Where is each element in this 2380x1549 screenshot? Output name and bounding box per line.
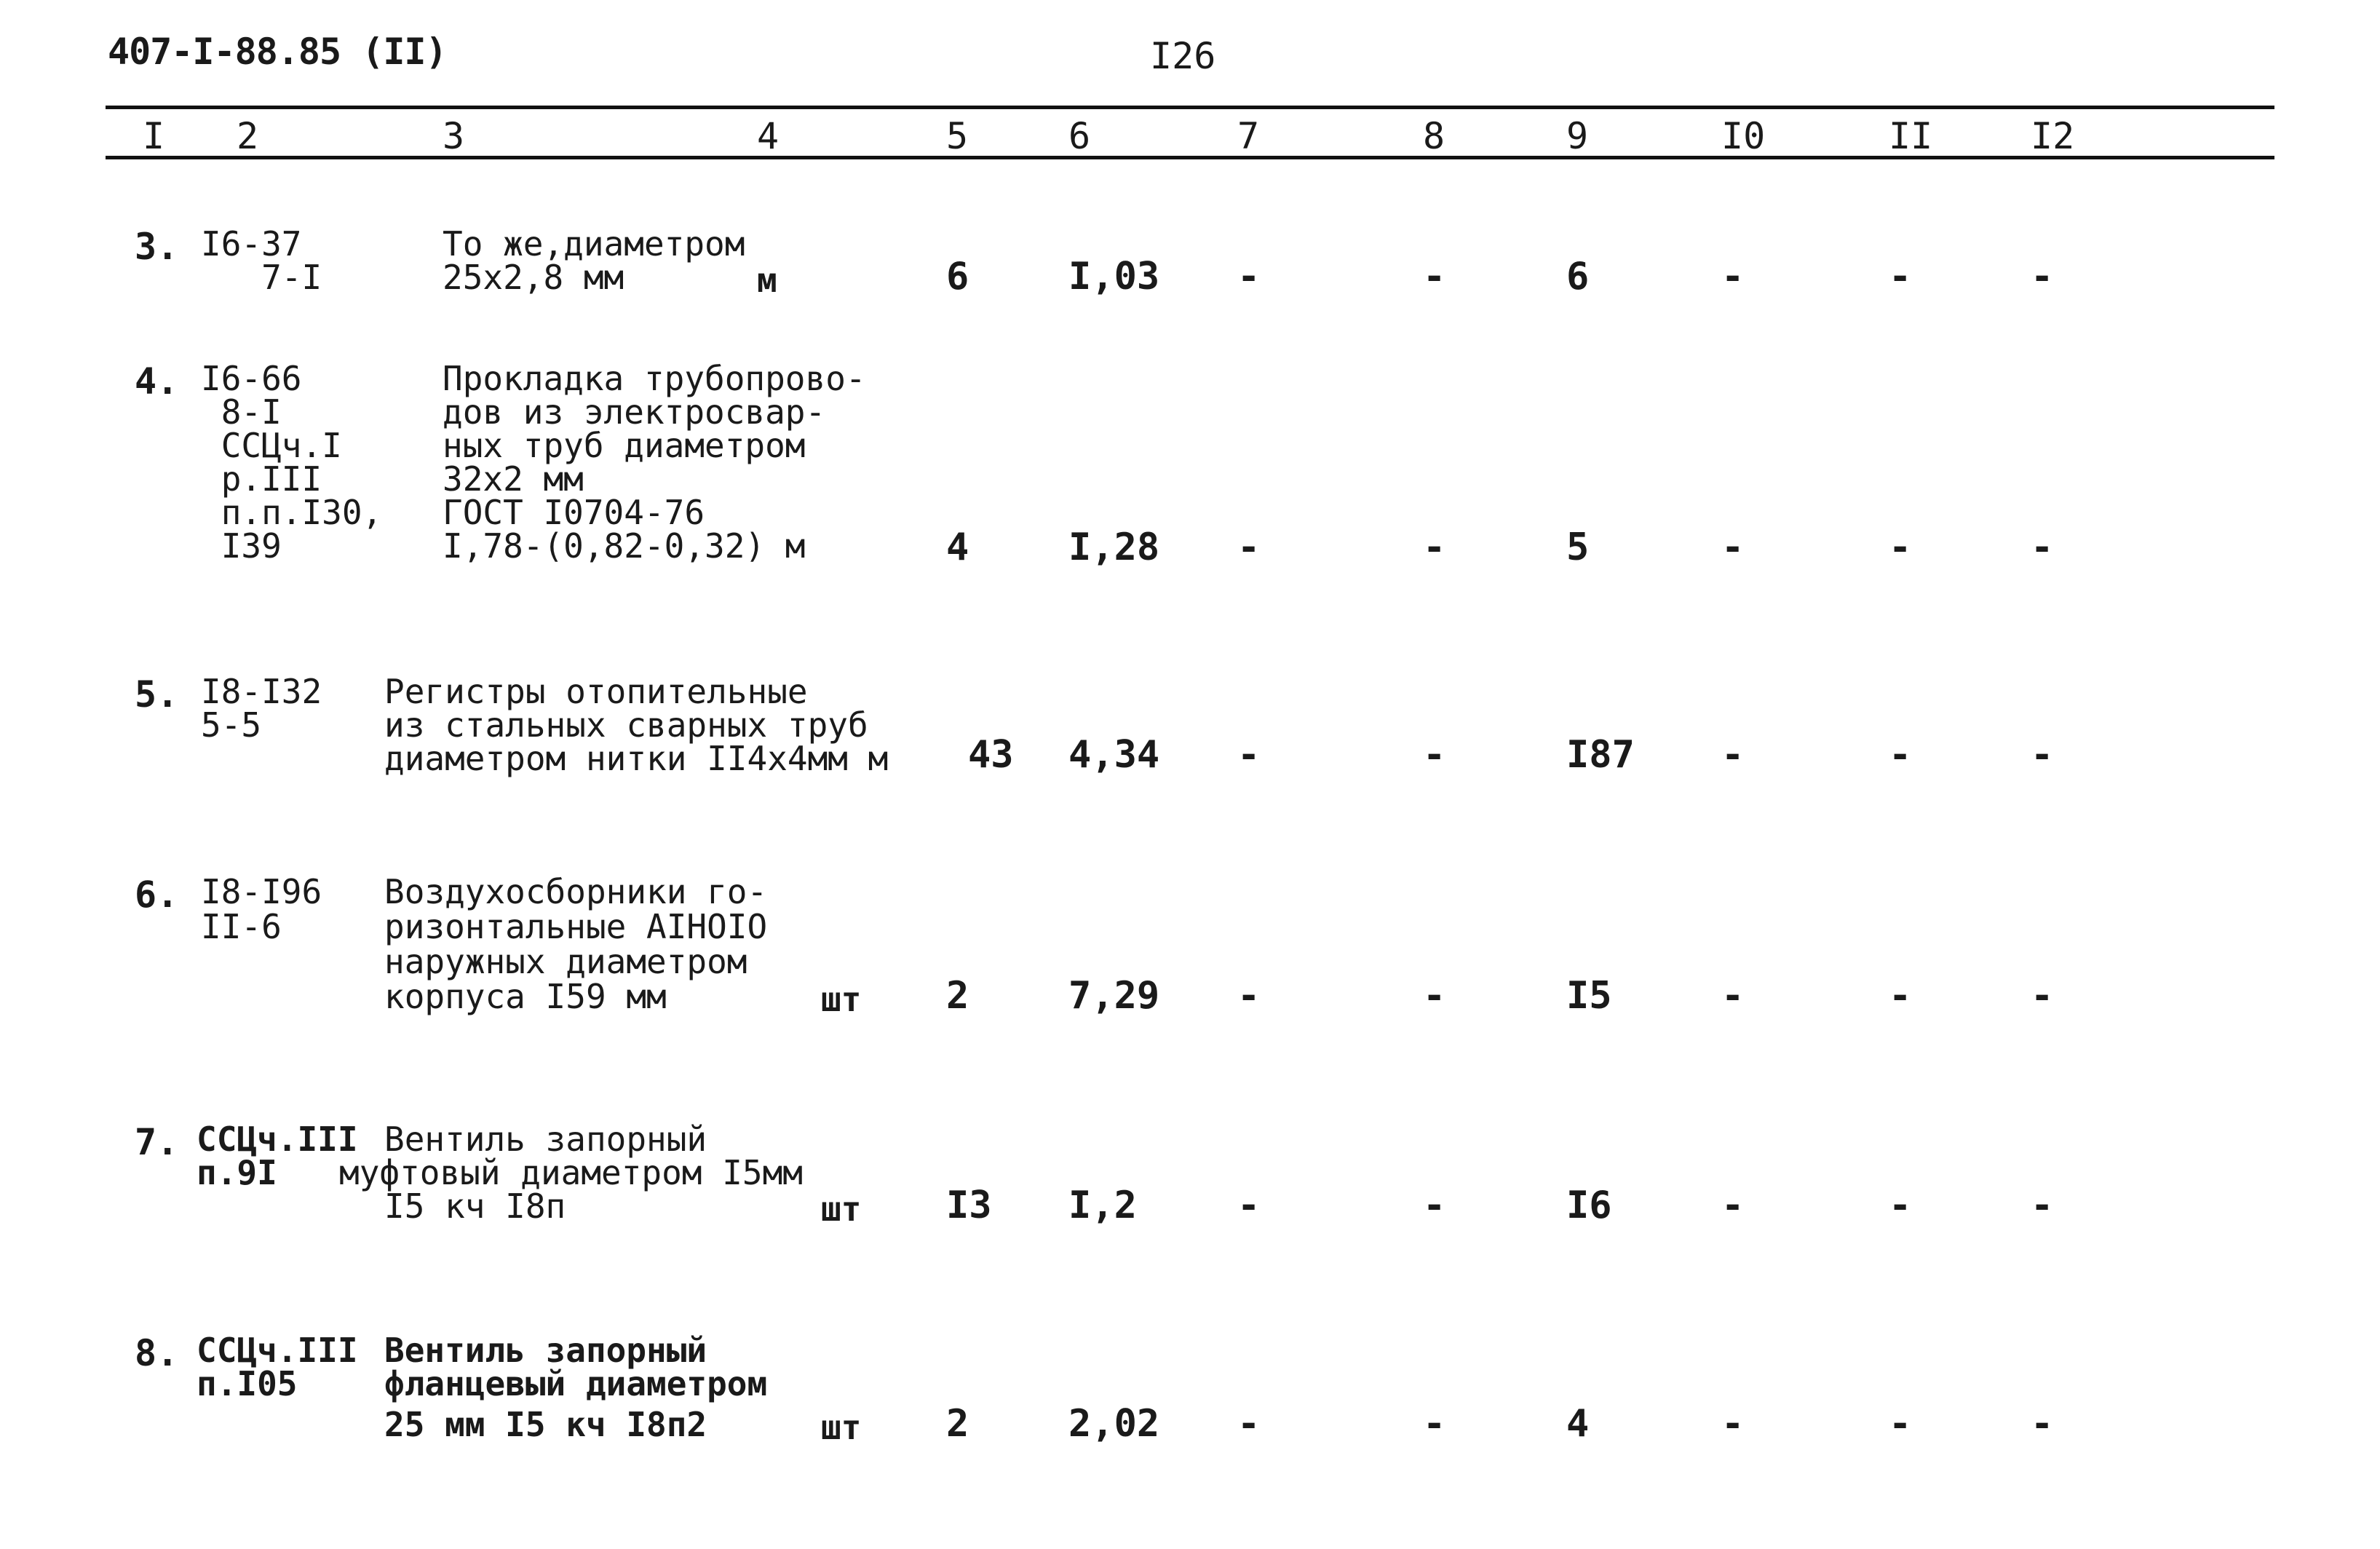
description-line: Вентиль запорный [384,1120,707,1159]
column-header-12: I2 [2031,115,2075,157]
col8-value: - [1423,255,1446,298]
norm-code-line: I8-I32 [201,672,322,711]
document-code: 407-I-88.85 (II) [108,31,447,73]
norm-code-line: 7-I [201,258,322,297]
norm-code-line: р.III [201,459,322,499]
page-number: I26 [1150,35,1216,77]
col5-value: 43 [968,733,1014,777]
col7-value: - [1237,1402,1261,1446]
col12-value: - [2031,1402,2054,1446]
col7-value: - [1237,974,1261,1018]
col9-value: I5 [1566,974,1612,1018]
row-number: 8. [135,1332,179,1374]
row-number: 5. [135,673,179,716]
col8-value: - [1423,1184,1446,1227]
col11-value: - [1889,733,1912,777]
column-header-2: 2 [237,115,259,157]
col10-value: - [1721,974,1745,1018]
norm-code-line: II-6 [201,907,282,946]
column-header-4: 4 [757,115,780,157]
description-line: 25 мм I5 кч I8п2 [384,1405,707,1444]
col6-value: I,28 [1068,526,1160,569]
norm-code-line: п.I05 [197,1364,298,1403]
col8-value: - [1423,1402,1446,1446]
unit: шт [821,1189,862,1229]
row-number: 6. [135,873,179,916]
norm-code-line: 5-5 [201,705,262,745]
description-line: 25x2,8 мм [443,258,624,297]
col5-value: 4 [946,526,969,569]
description-line: из стальных сварных труб [384,705,868,745]
row-number: 3. [135,226,179,268]
col12-value: - [2031,974,2054,1018]
col9-value: 5 [1566,526,1590,569]
description-line: Вентиль запорный [384,1331,707,1370]
col9-value: I6 [1566,1184,1612,1227]
norm-code-line: ССЦч.III [197,1331,358,1370]
row-number: 4. [135,360,179,403]
col5-value: 6 [946,255,969,298]
col12-value: - [2031,733,2054,777]
description-line: корпуса I59 мм [384,977,667,1016]
description-line: диаметром нитки II4x4мм м [384,739,889,778]
table-header-rule [106,156,2274,159]
col7-value: - [1237,255,1261,298]
col11-value: - [1889,1402,1912,1446]
row-number: 7. [135,1121,179,1163]
unit: шт [821,980,862,1019]
col7-value: - [1237,733,1261,777]
col11-value: - [1889,974,1912,1018]
description-line: Воздухосборники го- [384,872,768,911]
col6-value: I,03 [1068,255,1160,298]
column-header-8: 8 [1423,115,1445,157]
col6-value: 4,34 [1068,733,1160,777]
column-header-10: I0 [1721,115,1766,157]
col5-value: I3 [946,1184,992,1227]
col10-value: - [1721,733,1745,777]
description-line: I,78-(0,82-0,32) м [443,526,806,566]
norm-code-line: п.9I [197,1153,277,1192]
column-header-9: 9 [1566,115,1589,157]
norm-code-line: п.п.I30, [201,493,383,532]
col11-value: - [1889,526,1912,569]
col6-value: I,2 [1068,1184,1137,1227]
col8-value: - [1423,974,1446,1018]
description-line: ризонтальные AIHOIO [384,907,768,946]
col12-value: - [2031,255,2054,298]
description-line: То же,диаметром [443,224,745,264]
col8-value: - [1423,526,1446,569]
description-line: I5 кч I8п [384,1186,566,1226]
col11-value: - [1889,255,1912,298]
col10-value: - [1721,255,1745,298]
column-header-3: 3 [443,115,465,157]
col6-value: 2,02 [1068,1402,1160,1446]
col5-value: 2 [946,1402,969,1446]
column-header-6: 6 [1068,115,1091,157]
norm-code-line: ССЦч.I [201,426,342,465]
norm-code-line: 8-I [201,392,282,432]
col12-value: - [2031,526,2054,569]
description-line: 32x2 мм [443,459,584,499]
column-header-11: II [1889,115,1933,157]
table-top-rule [106,106,2274,109]
col9-value: 4 [1566,1402,1590,1446]
col7-value: - [1237,1184,1261,1227]
col10-value: - [1721,1402,1745,1446]
col9-value: I87 [1566,733,1635,777]
description-line: муфтовый диаметром I5мм [339,1153,803,1192]
col5-value: 2 [946,974,969,1018]
col6-value: 7,29 [1068,974,1160,1018]
description-line: наружных диаметром [384,942,747,981]
col12-value: - [2031,1184,2054,1227]
col9-value: 6 [1566,255,1590,298]
description-line: ГОСТ I0704-76 [443,493,705,532]
description-line: Регистры отопительные [384,672,808,711]
col10-value: - [1721,1184,1745,1227]
description-line: Прокладка трубопрово- [443,359,866,398]
norm-code-line: I8-I96 [201,872,322,911]
unit: шт [821,1408,862,1447]
col8-value: - [1423,733,1446,777]
unit: м [757,261,777,300]
column-header-1: I [143,115,165,157]
description-line: дов из электросвар- [443,392,826,432]
col10-value: - [1721,526,1745,569]
column-header-5: 5 [946,115,969,157]
norm-code-line: ССЦч.III [197,1120,358,1159]
description-line: ных труб диаметром [443,426,806,465]
norm-code-line: I6-66 [201,359,302,398]
norm-code-line: I39 [201,526,282,566]
col11-value: - [1889,1184,1912,1227]
description-line: фланцевый диаметром [384,1364,768,1403]
col7-value: - [1237,526,1261,569]
norm-code-line: I6-37 [201,224,302,264]
column-header-7: 7 [1237,115,1260,157]
